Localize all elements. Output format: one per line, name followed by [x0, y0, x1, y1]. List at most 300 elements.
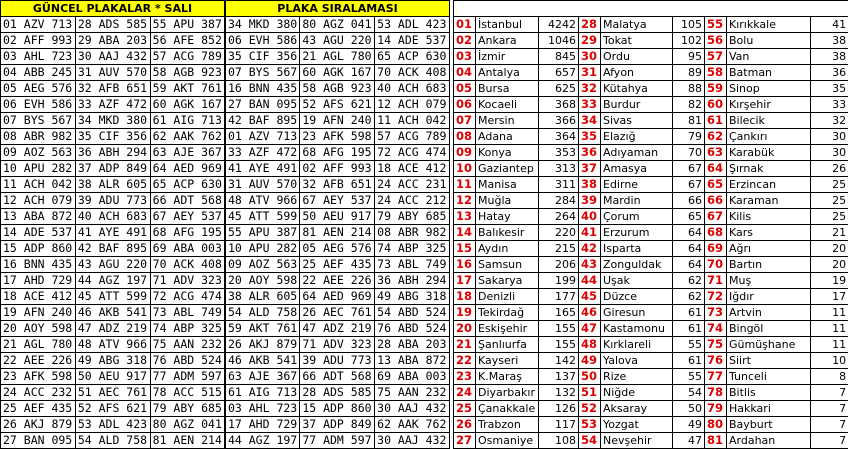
- city-name: Diyarbakır: [476, 385, 539, 401]
- rank-number: 72: [705, 289, 727, 305]
- plate-cell: 24 ACC 231: [375, 177, 450, 193]
- plate-count: 55: [673, 337, 705, 353]
- city-name: Bilecik: [727, 113, 811, 129]
- city-name: Erzincan: [727, 177, 811, 193]
- plate-count: 177: [539, 289, 579, 305]
- plate-cell: 06 EVH 586: [225, 33, 300, 49]
- plate-count: 62: [673, 289, 705, 305]
- city-name: Kırıkkale: [727, 17, 811, 33]
- plate-cell: 71 ADV 323: [150, 273, 225, 289]
- plate-cell: 72 ACG 474: [150, 289, 225, 305]
- plate-cell: 37 ADP 849: [75, 161, 150, 177]
- plate-count: 108: [539, 433, 579, 449]
- rank-number: 43: [579, 257, 601, 273]
- rank-number: 02: [454, 33, 476, 49]
- blank-header-cell: [454, 1, 848, 17]
- plate-count: 62: [673, 273, 705, 289]
- plate-cell: 74 ABP 325: [150, 321, 225, 337]
- plate-cell: 49 ABG 318: [375, 289, 450, 305]
- plate-count: 64: [673, 225, 705, 241]
- plate-cell: 28 ABA 203: [375, 337, 450, 353]
- city-name: Kars: [727, 225, 811, 241]
- city-name: Bolu: [727, 33, 811, 49]
- rank-number: 61: [705, 113, 727, 129]
- plate-cell: 25 AEF 435: [300, 257, 375, 273]
- city-name: Gaziantep: [476, 161, 539, 177]
- rank-number: 62: [705, 129, 727, 145]
- city-name: Konya: [476, 145, 539, 161]
- rank-number: 13: [454, 209, 476, 225]
- plate-row: [1, 369, 450, 385]
- rank-number: 34: [579, 113, 601, 129]
- plate-cell: 11 ACH 042: [375, 113, 450, 129]
- plate-cell: 64 AED 969: [300, 289, 375, 305]
- plate-count: 81: [673, 113, 705, 129]
- plate-cell: 02 AFF 993: [300, 161, 375, 177]
- city-row: [454, 113, 848, 129]
- plate-cell: 13 ABA 872: [375, 353, 450, 369]
- city-name: Bayburt: [727, 417, 811, 433]
- city-name: Nevşehir: [601, 433, 673, 449]
- plate-cell: 34 MKD 380: [75, 113, 150, 129]
- plate-count: 368: [539, 97, 579, 113]
- rank-number: 07: [454, 113, 476, 129]
- rank-number: 19: [454, 305, 476, 321]
- plate-cell: 73 ABL 749: [150, 305, 225, 321]
- plate-cell: 39 ADU 773: [75, 193, 150, 209]
- plate-cell: 59 AKT 761: [150, 81, 225, 97]
- rank-number: 33: [579, 97, 601, 113]
- rank-number: 25: [454, 401, 476, 417]
- rank-number: 04: [454, 65, 476, 81]
- plate-count: 657: [539, 65, 579, 81]
- plate-cell: 52 AFS 621: [75, 401, 150, 417]
- plate-cell: 22 AEE 226: [1, 353, 76, 369]
- plate-cell: 57 ACG 789: [375, 129, 450, 145]
- plate-count: 126: [539, 401, 579, 417]
- plate-cell: 07 BYS 567: [225, 65, 300, 81]
- plate-count: 61: [673, 353, 705, 369]
- plate-cell: 70 ACK 408: [150, 257, 225, 273]
- plate-count: 165: [539, 305, 579, 321]
- plate-cell: 46 AKB 541: [225, 353, 300, 369]
- plate-count: 49: [673, 417, 705, 433]
- plate-row: [1, 177, 450, 193]
- plate-count: 79: [673, 129, 705, 145]
- plate-ranking-title: PLAKA SIRALAMASI: [225, 1, 450, 17]
- city-row: [454, 161, 848, 177]
- plate-row: [1, 433, 450, 449]
- plate-cell: 17 AHD 729: [1, 273, 76, 289]
- city-name: Iğdır: [727, 289, 811, 305]
- plate-cell: 76 ABD 524: [150, 353, 225, 369]
- city-row: [454, 417, 848, 433]
- city-name: Yozgat: [601, 417, 673, 433]
- plate-count: 33: [811, 97, 848, 113]
- plate-cell: 50 AEU 917: [75, 369, 150, 385]
- plate-count: 66: [673, 193, 705, 209]
- city-row: [454, 65, 848, 81]
- plate-count: 845: [539, 49, 579, 65]
- city-name: Kırklareli: [601, 337, 673, 353]
- rank-number: 80: [705, 417, 727, 433]
- city-name: Malatya: [601, 17, 673, 33]
- plate-cell: 52 AFS 621: [300, 97, 375, 113]
- plate-cell: 17 AHD 729: [225, 417, 300, 433]
- plate-cell: 41 AYE 491: [75, 225, 150, 241]
- city-row: [454, 97, 848, 113]
- city-name: Muğla: [476, 193, 539, 209]
- plate-cell: 42 BAF 895: [225, 113, 300, 129]
- plate-cell: 54 ALD 758: [75, 433, 150, 449]
- plate-count: 61: [673, 305, 705, 321]
- city-name: Amasya: [601, 161, 673, 177]
- plate-count: 366: [539, 113, 579, 129]
- plate-cell: 14 ADE 537: [375, 33, 450, 49]
- rank-number: 79: [705, 401, 727, 417]
- plate-count: 11: [811, 305, 848, 321]
- plate-cell: 74 ABP 325: [375, 241, 450, 257]
- plate-count: 155: [539, 337, 579, 353]
- plate-cell: 28 ADS 585: [75, 17, 150, 33]
- plate-cell: 43 AGU 220: [300, 33, 375, 49]
- city-name: Zonguldak: [601, 257, 673, 273]
- plate-cell: 34 MKD 380: [225, 17, 300, 33]
- plate-count: 7: [811, 433, 848, 449]
- rank-number: 63: [705, 145, 727, 161]
- city-row: [454, 337, 848, 353]
- plate-cell: 23 AFK 598: [1, 369, 76, 385]
- plate-cell: 36 ABH 294: [375, 273, 450, 289]
- rank-number: 18: [454, 289, 476, 305]
- rank-number: 46: [579, 305, 601, 321]
- plate-count: 35: [811, 81, 848, 97]
- plate-count: 67: [673, 177, 705, 193]
- city-name: Antalya: [476, 65, 539, 81]
- plate-cell: 03 AHL 723: [225, 401, 300, 417]
- plate-cell: 62 AAK 762: [375, 417, 450, 433]
- plate-cell: 26 AEC 761: [300, 305, 375, 321]
- plate-cell: 63 AJE 367: [225, 369, 300, 385]
- plate-cell: 37 ADP 849: [300, 417, 375, 433]
- rank-number: 67: [705, 209, 727, 225]
- plate-count: 17: [811, 289, 848, 305]
- rank-number: 59: [705, 81, 727, 97]
- city-name: Osmaniye: [476, 433, 539, 449]
- rank-number: 41: [579, 225, 601, 241]
- rank-number: 52: [579, 401, 601, 417]
- plate-cell: 31 AUV 570: [225, 177, 300, 193]
- plate-cell: 47 ADZ 219: [300, 321, 375, 337]
- plate-cell: 58 AGB 923: [150, 65, 225, 81]
- plate-cell: 69 ABA 003: [375, 369, 450, 385]
- plate-cell: 71 ADV 323: [300, 337, 375, 353]
- city-name: Bursa: [476, 81, 539, 97]
- city-name: Sinop: [727, 81, 811, 97]
- plate-count: 55: [673, 369, 705, 385]
- plate-count: 10: [811, 353, 848, 369]
- rank-number: 64: [705, 161, 727, 177]
- plate-cell: 43 AGU 220: [75, 257, 150, 273]
- plate-count: 64: [673, 241, 705, 257]
- city-ranking-table: [453, 0, 848, 449]
- city-name: Kastamonu: [601, 321, 673, 337]
- city-name: Tunceli: [727, 369, 811, 385]
- plate-count: 32: [811, 113, 848, 129]
- plate-cell: 30 AAJ 432: [375, 433, 450, 449]
- city-row: [454, 81, 848, 97]
- city-row: [454, 433, 848, 449]
- plate-row: [1, 321, 450, 337]
- city-header-row: [454, 1, 848, 17]
- city-name: Batman: [727, 65, 811, 81]
- city-name: Isparta: [601, 241, 673, 257]
- plate-cell: 05 AEG 576: [300, 241, 375, 257]
- city-row: [454, 353, 848, 369]
- plate-cell: 19 AFN 240: [1, 305, 76, 321]
- city-name: Şırnak: [727, 161, 811, 177]
- plate-cell: 33 AZF 472: [225, 145, 300, 161]
- plate-cell: 26 AKJ 879: [225, 337, 300, 353]
- plate-cell: 73 ABL 749: [375, 257, 450, 273]
- plate-count: 30: [811, 129, 848, 145]
- city-name: Afyon: [601, 65, 673, 81]
- plate-cell: 40 ACH 683: [75, 209, 150, 225]
- plate-cell: 26 AKJ 879: [1, 417, 76, 433]
- plate-cell: 20 AOY 598: [225, 273, 300, 289]
- plate-cell: 50 AEU 917: [300, 209, 375, 225]
- rank-number: 47: [579, 321, 601, 337]
- rank-number: 68: [705, 225, 727, 241]
- plate-count: 132: [539, 385, 579, 401]
- plate-cell: 67 AEY 537: [300, 193, 375, 209]
- plate-cell: 06 EVH 586: [1, 97, 76, 113]
- plate-count: 25: [811, 209, 848, 225]
- plate-cell: 12 ACH 079: [1, 193, 76, 209]
- rank-number: 74: [705, 321, 727, 337]
- city-row: [454, 385, 848, 401]
- plate-cell: 42 BAF 895: [75, 241, 150, 257]
- city-name: Ankara: [476, 33, 539, 49]
- rank-number: 17: [454, 273, 476, 289]
- city-name: Elazığ: [601, 129, 673, 145]
- plate-count: 105: [673, 17, 705, 33]
- plate-count: 7: [811, 385, 848, 401]
- plate-cell: 16 BNN 435: [225, 81, 300, 97]
- plate-row: [1, 65, 450, 81]
- plate-count: 11: [811, 321, 848, 337]
- plate-cell: 24 ACC 232: [1, 385, 76, 401]
- city-name: Karabük: [727, 145, 811, 161]
- plate-cell: 09 AOZ 563: [225, 257, 300, 273]
- plate-cell: 69 ABA 003: [150, 241, 225, 257]
- plate-count: 4242: [539, 17, 579, 33]
- rank-number: 70: [705, 257, 727, 273]
- plate-count: 1046: [539, 33, 579, 49]
- city-name: Mardin: [601, 193, 673, 209]
- plate-cell: 32 AFB 651: [300, 177, 375, 193]
- plate-cell: 78 ACC 515: [150, 385, 225, 401]
- rank-number: 50: [579, 369, 601, 385]
- plate-cell: 08 ABR 982: [375, 225, 450, 241]
- rank-number: 23: [454, 369, 476, 385]
- city-name: Bitlis: [727, 385, 811, 401]
- plate-cell: 14 ADE 537: [1, 225, 76, 241]
- plate-cell: 16 BNN 435: [1, 257, 76, 273]
- rank-number: 12: [454, 193, 476, 209]
- rank-number: 55: [705, 17, 727, 33]
- plate-cell: 80 AGZ 041: [300, 17, 375, 33]
- plate-cell: 25 AEF 435: [1, 401, 76, 417]
- plate-row: [1, 305, 450, 321]
- plate-count: 38: [811, 33, 848, 49]
- rank-number: 35: [579, 129, 601, 145]
- plate-cell: 01 AZV 713: [225, 129, 300, 145]
- city-name: Siirt: [727, 353, 811, 369]
- plate-cell: 40 ACH 683: [375, 81, 450, 97]
- plate-cell: 39 ADU 773: [300, 353, 375, 369]
- plate-row: [1, 257, 450, 273]
- city-name: Aydın: [476, 241, 539, 257]
- city-name: Adana: [476, 129, 539, 145]
- rank-number: 11: [454, 177, 476, 193]
- plate-row: [1, 353, 450, 369]
- plate-count: 95: [673, 49, 705, 65]
- city-name: Ağrı: [727, 241, 811, 257]
- plate-row: [1, 401, 450, 417]
- plate-row: [1, 273, 450, 289]
- city-name: Sivas: [601, 113, 673, 129]
- plate-cell: 70 ACK 408: [375, 65, 450, 81]
- plate-count: 7: [811, 417, 848, 433]
- city-name: Sakarya: [476, 273, 539, 289]
- plate-cell: 56 AFE 852: [150, 33, 225, 49]
- rank-number: 60: [705, 97, 727, 113]
- plate-row: [1, 241, 450, 257]
- rank-number: 08: [454, 129, 476, 145]
- plate-count: 88: [673, 81, 705, 97]
- plate-count: 54: [673, 385, 705, 401]
- plate-cell: 55 APU 387: [225, 225, 300, 241]
- plate-row: [1, 49, 450, 65]
- rank-number: 24: [454, 385, 476, 401]
- plate-cell: 79 ABY 685: [375, 209, 450, 225]
- plate-row: [1, 129, 450, 145]
- plate-cell: 35 CIF 356: [75, 129, 150, 145]
- plate-cell: 58 AGB 923: [300, 81, 375, 97]
- plate-count: 102: [673, 33, 705, 49]
- rank-number: 57: [705, 49, 727, 65]
- plate-count: 38: [811, 49, 848, 65]
- rank-number: 32: [579, 81, 601, 97]
- rank-number: 26: [454, 417, 476, 433]
- plate-cell: 60 AGK 167: [300, 65, 375, 81]
- plate-count: 65: [673, 209, 705, 225]
- plate-cell: 30 AAJ 432: [375, 401, 450, 417]
- plate-row: [1, 225, 450, 241]
- plate-cell: 72 ACG 474: [375, 145, 450, 161]
- plate-cell: 54 ALD 758: [225, 305, 300, 321]
- city-row: [454, 33, 848, 49]
- plate-cell: 53 ADL 423: [75, 417, 150, 433]
- plate-row: [1, 337, 450, 353]
- plate-count: 61: [673, 321, 705, 337]
- rank-number: 39: [579, 193, 601, 209]
- city-row: [454, 401, 848, 417]
- plate-count: 206: [539, 257, 579, 273]
- city-name: Kırşehir: [727, 97, 811, 113]
- plate-cell: 41 AYE 491: [225, 161, 300, 177]
- rank-number: 75: [705, 337, 727, 353]
- plate-cell: 10 APU 282: [1, 161, 76, 177]
- rank-number: 40: [579, 209, 601, 225]
- rank-number: 65: [705, 177, 727, 193]
- rank-number: 73: [705, 305, 727, 321]
- city-name: Düzce: [601, 289, 673, 305]
- plate-count: 30: [811, 145, 848, 161]
- plate-count: 89: [673, 65, 705, 81]
- rank-number: 77: [705, 369, 727, 385]
- city-name: İstanbul: [476, 17, 539, 33]
- plate-count: 20: [811, 241, 848, 257]
- city-name: Kocaeli: [476, 97, 539, 113]
- plate-row: [1, 145, 450, 161]
- plate-cell: 45 ATT 599: [225, 209, 300, 225]
- plate-count: 142: [539, 353, 579, 369]
- plate-cell: 67 AEY 537: [150, 209, 225, 225]
- rank-number: 29: [579, 33, 601, 49]
- city-row: [454, 49, 848, 65]
- rank-number: 16: [454, 257, 476, 273]
- plate-cell: 77 ADM 597: [300, 433, 375, 449]
- city-name: Çankırı: [727, 129, 811, 145]
- city-ranking-panel: [453, 0, 848, 421]
- plate-cell: 60 AGK 167: [150, 97, 225, 113]
- rank-number: 45: [579, 289, 601, 305]
- plate-count: 25: [811, 177, 848, 193]
- plate-count: 47: [673, 433, 705, 449]
- plate-cell: 45 ATT 599: [75, 289, 150, 305]
- rank-number: 09: [454, 145, 476, 161]
- city-name: Ordu: [601, 49, 673, 65]
- city-name: Yalova: [601, 353, 673, 369]
- city-name: Samsun: [476, 257, 539, 273]
- city-name: Çanakkale: [476, 401, 539, 417]
- city-name: Bartın: [727, 257, 811, 273]
- city-name: Eskişehir: [476, 321, 539, 337]
- rank-number: 58: [705, 65, 727, 81]
- city-name: Giresun: [601, 305, 673, 321]
- city-row: [454, 145, 848, 161]
- plate-cell: 44 AGZ 197: [225, 433, 300, 449]
- plate-count: 264: [539, 209, 579, 225]
- rank-number: 81: [705, 433, 727, 449]
- plate-cell: 77 ADM 597: [150, 369, 225, 385]
- city-row: [454, 321, 848, 337]
- plate-cell: 29 ABA 203: [75, 33, 150, 49]
- rank-number: 42: [579, 241, 601, 257]
- city-name: Tekirdağ: [476, 305, 539, 321]
- city-name: Denizli: [476, 289, 539, 305]
- city-name: Kayseri: [476, 353, 539, 369]
- city-name: Adıyaman: [601, 145, 673, 161]
- plate-count: 70: [673, 145, 705, 161]
- plate-cell: 24 ACC 212: [375, 193, 450, 209]
- plate-cell: 63 AJE 367: [150, 145, 225, 161]
- plate-cell: 54 ABD 524: [375, 305, 450, 321]
- rank-number: 31: [579, 65, 601, 81]
- city-name: Hakkari: [727, 401, 811, 417]
